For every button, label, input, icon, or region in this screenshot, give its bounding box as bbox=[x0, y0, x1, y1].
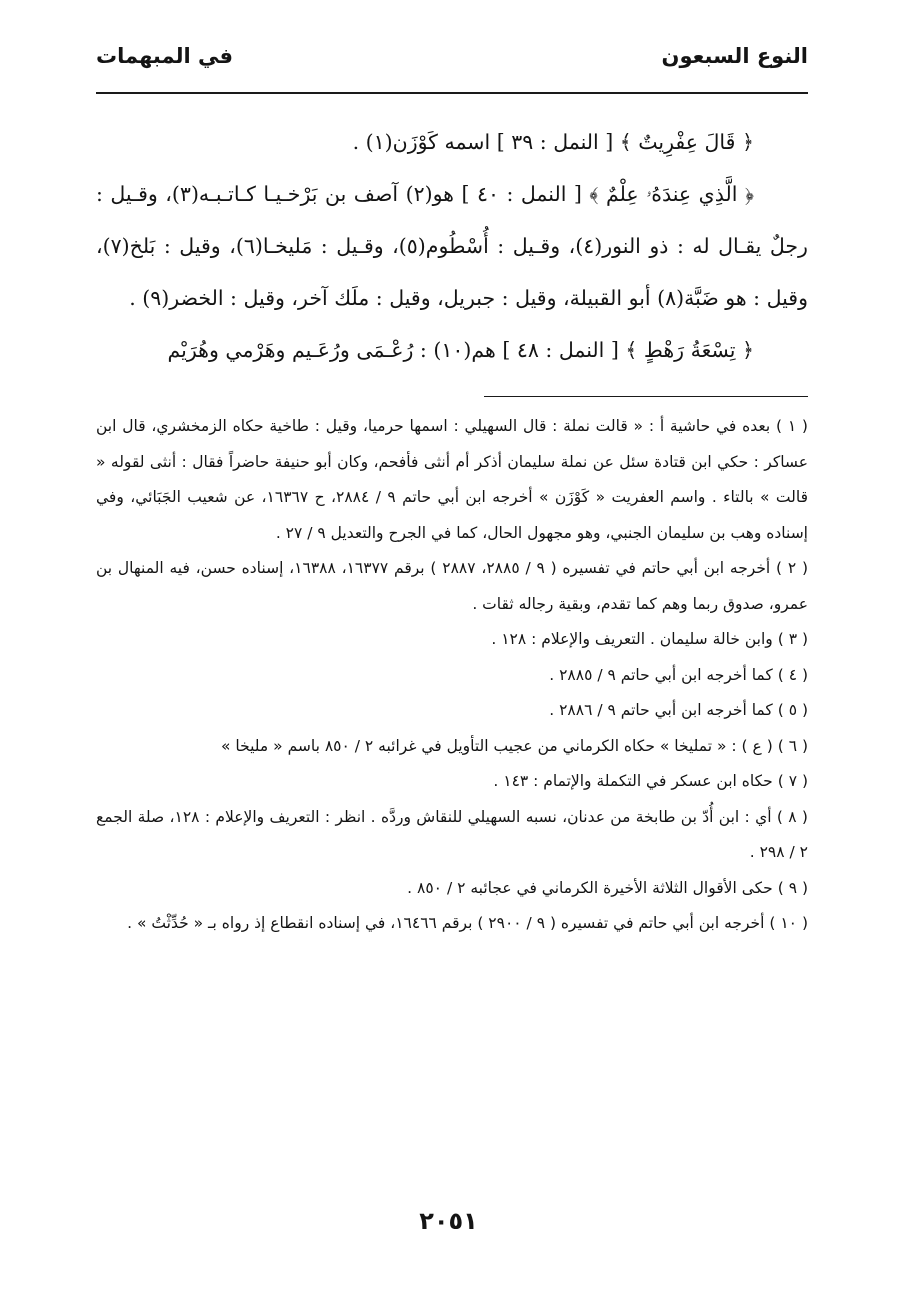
footnote-number: ( ٧ ) bbox=[777, 772, 808, 790]
main-line-1: ﴿ قَالَ عِفْرِيتٌ ﴾ [ النمل : ٣٩ ] اسمه كَوْزَن(١) . bbox=[352, 130, 754, 154]
footnote-number: ( ٤ ) bbox=[777, 665, 808, 684]
footnote-7 bbox=[96, 764, 808, 800]
footnote-text: كما أخرجه ابن أبي حاتم ٩ / ٢٨٨٥ . bbox=[549, 665, 773, 684]
main-text bbox=[96, 116, 808, 376]
footnote-text: ( ع ) : « تمليخا » حكاه الكرماني من عجيب التأويل في غرائبه ٢ / ٨٥٠ باسم « مليخا » bbox=[220, 736, 773, 755]
section-title: في المبهمات bbox=[96, 44, 233, 68]
chapter-title: النوع السبعون bbox=[661, 44, 808, 68]
footnote-number: ( ٣ ) bbox=[777, 630, 808, 648]
footnote-number: ( ١٠ ) bbox=[769, 914, 808, 932]
footnote-text: وابن خالة سليمان . التعريف والإعلام : ١٢٨ . bbox=[491, 630, 773, 648]
footnote-text: أخرجه ابن أبي حاتم في تفسيره ( ٩ / ٢٩٠٠ ) برقم ١٦٤٦٦، في إسناده انقطاع إذ رواه بـ « حُدِّثْتُ » . bbox=[127, 914, 765, 932]
footnote-1 bbox=[96, 409, 808, 551]
footnote-number: ( ٥ ) bbox=[777, 701, 808, 719]
footnote-number: ( ٨ ) bbox=[776, 807, 808, 826]
footnote-number: ( ٢ ) bbox=[776, 559, 809, 577]
main-line-3: ﴿ تِسْعَةُ رَهْطٍ ﴾ [ النمل : ٤٨ ] هم(١٠) : رُعْـمَى ورُعَـيم وهَرْمي وهُرَيْم bbox=[167, 338, 754, 362]
footnote-number: ( ١ ) bbox=[775, 417, 808, 435]
footnote-text: حكى الأقوال الثلاثة الأخيرة الكرماني في عجائبه ٢ / ٨٥٠ . bbox=[407, 878, 773, 897]
footnote-separator bbox=[484, 396, 808, 397]
footnote-text: كما أخرجه ابن أبي حاتم ٩ / ٢٨٨٦ . bbox=[549, 701, 773, 719]
footnote-text: أي : ابن أُدّ بن طابخة من عدنان، نسبه السهيلي للنقاش وردَّه . انظر : التعريف والإعلام : ١٢٨، صلة الجمع ٢ / ٢٩٨ . bbox=[96, 807, 808, 861]
footnote-text: أخرجه ابن أبي حاتم في تفسيره ( ٩ / ٢٨٨٥، ٢٨٨٧ ) برقم ١٦٣٧٧، ١٦٣٨٨، إسناده حسن، فيه المنهال بن عمرو، صدوق ربما وهم كما تقدم، وبقية رجاله ثقات . bbox=[96, 559, 808, 613]
footnote-8 bbox=[96, 800, 808, 871]
footnote-number: ( ٩ ) bbox=[777, 878, 808, 897]
main-line-2: ﴿ الَّذِي عِندَهُۥ عِلْمٌ ﴾ [ النمل : ٤٠ ] هو(٢) آصف بن بَرْخـيـا كـاتـبـه(٣)، وقـيل : رجلٌ يقـال له : ذو النور(٤)، وقـيل : أُسْطُوم(٥)، وقـيل : مَليخـا(٦)، وقيل : بَلخ(٧)، وقيل : هو ضَبَّة(٨) أبو القبيلة، وقيل : جبريل، وقيل : ملَك آخر، وقيل : الخضر(٩) . bbox=[96, 182, 808, 310]
footnote-9 bbox=[96, 871, 808, 907]
footnote-2 bbox=[96, 551, 808, 622]
footnote-4 bbox=[96, 658, 808, 694]
page bbox=[96, 40, 808, 942]
footnote-10 bbox=[96, 906, 808, 942]
footnote-number: ( ٦ ) bbox=[777, 736, 808, 755]
footnote-5 bbox=[96, 693, 808, 729]
footnote-6 bbox=[96, 729, 808, 765]
footnote-3 bbox=[96, 622, 808, 658]
running-header bbox=[96, 40, 808, 94]
footnote-text: بعده في حاشية أ : « قالت نملة : قال السهيلي : اسمها حرميا، وقيل : طاخية حكاه الزمخشري، قال ابن عساكر : حكي ابن قتادة سئل عن نملة سليمان أذكر أم أنثى فأفحم، وكان أبو حنيفة حاضراً فقال : أنثى لقوله « قالت » بالتاء . واسم العفريت « كَوْزَن » أخرجه ابن أبي حاتم ٩ / ٢٨٨٤، ح ١٦٣٦٧، عن شعيب الجَبَائي، وفي إسناده وهب بن سليمان الجنبي، وهو مجهول الحال، كما في الجرح والتعديل ٩ / ٢٧ . bbox=[96, 417, 808, 542]
footnote-text: حكاه ابن عسكر في التكملة والإتمام : ١٤٣ . bbox=[493, 772, 773, 790]
footnotes bbox=[96, 409, 808, 942]
page-number: ٢٠٥١ bbox=[419, 1207, 478, 1235]
